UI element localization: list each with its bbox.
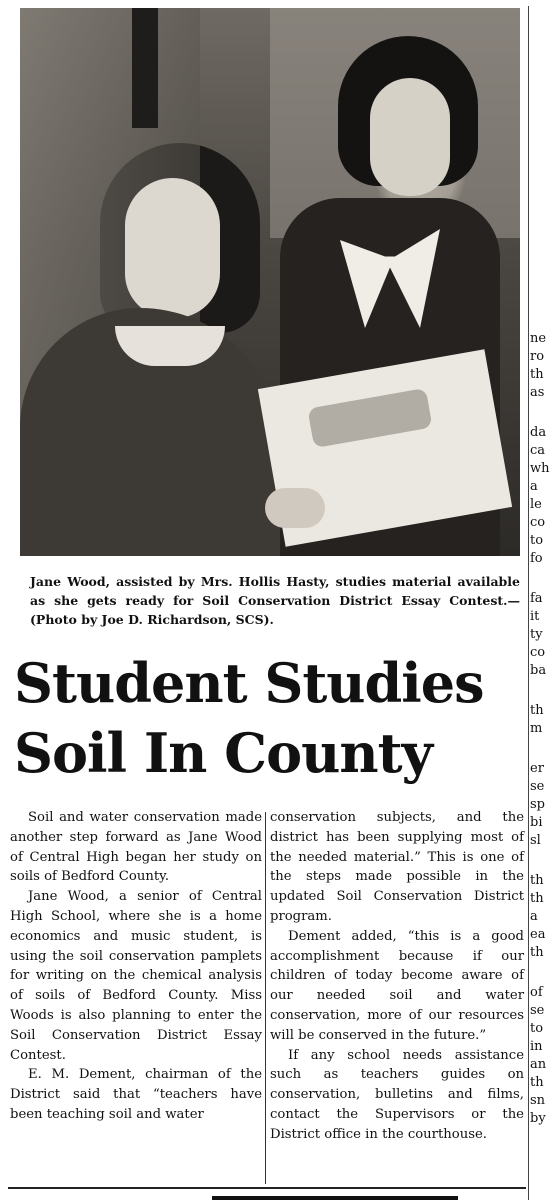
adjacent-column-fragment: ne	[530, 331, 547, 346]
article-column-1	[10, 808, 262, 1125]
adjacent-column-fragment: it	[530, 609, 540, 624]
adjacent-column-fragment: m	[530, 721, 543, 736]
adjacent-column-fragment: of	[530, 985, 543, 1000]
paragraph: E. M. Dement, chairman of the District said that “teachers have been teaching soil and water	[10, 1067, 262, 1122]
adjacent-column-fragment: bi	[530, 815, 543, 830]
adjacent-column-fragment: sn	[530, 1093, 546, 1108]
adjacent-column-fragment: th	[530, 891, 544, 906]
adjacent-column-fragment: th	[530, 367, 544, 382]
photo-face-left	[125, 178, 220, 318]
news-photo	[20, 8, 520, 556]
headline-line-1: Student Studies	[14, 651, 484, 715]
adjacent-column-fragment: th	[530, 703, 544, 718]
article-column-2	[270, 808, 524, 1145]
paragraph: Dement added, “this is a good accomplishment because if our children of today become aware of our needed soil and water conservation, more of our resources will be conserved in the future.”	[270, 928, 524, 1043]
paragraph: Soil and water conservation made another step forward as Jane Wood of Central High began her study on soils of Bedford County.	[10, 810, 262, 885]
adjacent-column-fragment: ty	[530, 627, 543, 642]
adjacent-column-fragment: by	[530, 1111, 546, 1126]
footer-rule	[212, 1196, 458, 1200]
adjacent-column-fragment: ba	[530, 663, 547, 678]
adjacent-column-fragment: ca	[530, 443, 546, 458]
adjacent-column-fragment: ro	[530, 349, 545, 364]
adjacent-column-fragment: th	[530, 873, 544, 888]
adjacent-column-fragment: se	[530, 779, 545, 794]
adjacent-column-fragment: a	[530, 479, 538, 494]
adjacent-column-rule	[528, 6, 529, 1200]
photo-hand	[265, 488, 325, 528]
adjacent-column-fragment: co	[530, 645, 546, 660]
adjacent-column-fragment: sp	[530, 797, 545, 812]
adjacent-column-fragment: co	[530, 515, 546, 530]
paragraph: If any school needs assistance such as teachers guides on conservation, bulletins and films, contact the Supervisors or the District office in the courthouse.	[270, 1047, 524, 1142]
article-bottom-rule	[8, 1187, 526, 1189]
adjacent-column-fragment: th	[530, 1075, 544, 1090]
adjacent-column-fragment: wh	[530, 461, 550, 476]
adjacent-column-fragment: sl	[530, 833, 541, 848]
column-rule	[265, 812, 266, 1184]
adjacent-column-fragment: a	[530, 909, 538, 924]
adjacent-column-fragment: to	[530, 533, 544, 548]
adjacent-column-fragment: se	[530, 1003, 545, 1018]
adjacent-column-fragment: fa	[530, 591, 543, 606]
adjacent-column-fragment: ea	[530, 927, 546, 942]
paragraph: conservation subjects, and the district has been supplying most of the needed material.” This is one of the steps made possible in the updated Soil Conservation District program.	[270, 810, 524, 924]
adjacent-column-fragment: le	[530, 497, 542, 512]
adjacent-column-fragment: to	[530, 1021, 544, 1036]
adjacent-column-fragment: fo	[530, 551, 543, 566]
headline	[14, 648, 524, 788]
adjacent-column-fragment: as	[530, 385, 545, 400]
headline-line-2: Soil In County	[14, 721, 432, 785]
adjacent-column-fragment: an	[530, 1057, 547, 1072]
adjacent-column-fragment: da	[530, 425, 547, 440]
photo-door-frame	[132, 8, 158, 128]
photo-caption: Jane Wood, assisted by Mrs. Hollis Hasty, studies material available as she gets ready for Soil Conservation District Essay Contest.—(Photo by Joe D. Richardson, SCS).	[30, 574, 520, 627]
paragraph: Jane Wood, a senior of Central High School, where she is a home economics and music student, is using the soil conservation pamplets for writing on the chemical analysis of soils of Bedford County. Miss Woods is also planning to enter the Soil Conservation District Essay Contest.	[10, 889, 262, 1063]
photo-face-right	[370, 78, 450, 196]
adjacent-column-fragment: er	[530, 761, 544, 776]
adjacent-column-fragment: in	[530, 1039, 543, 1054]
adjacent-column-fragment: th	[530, 945, 544, 960]
